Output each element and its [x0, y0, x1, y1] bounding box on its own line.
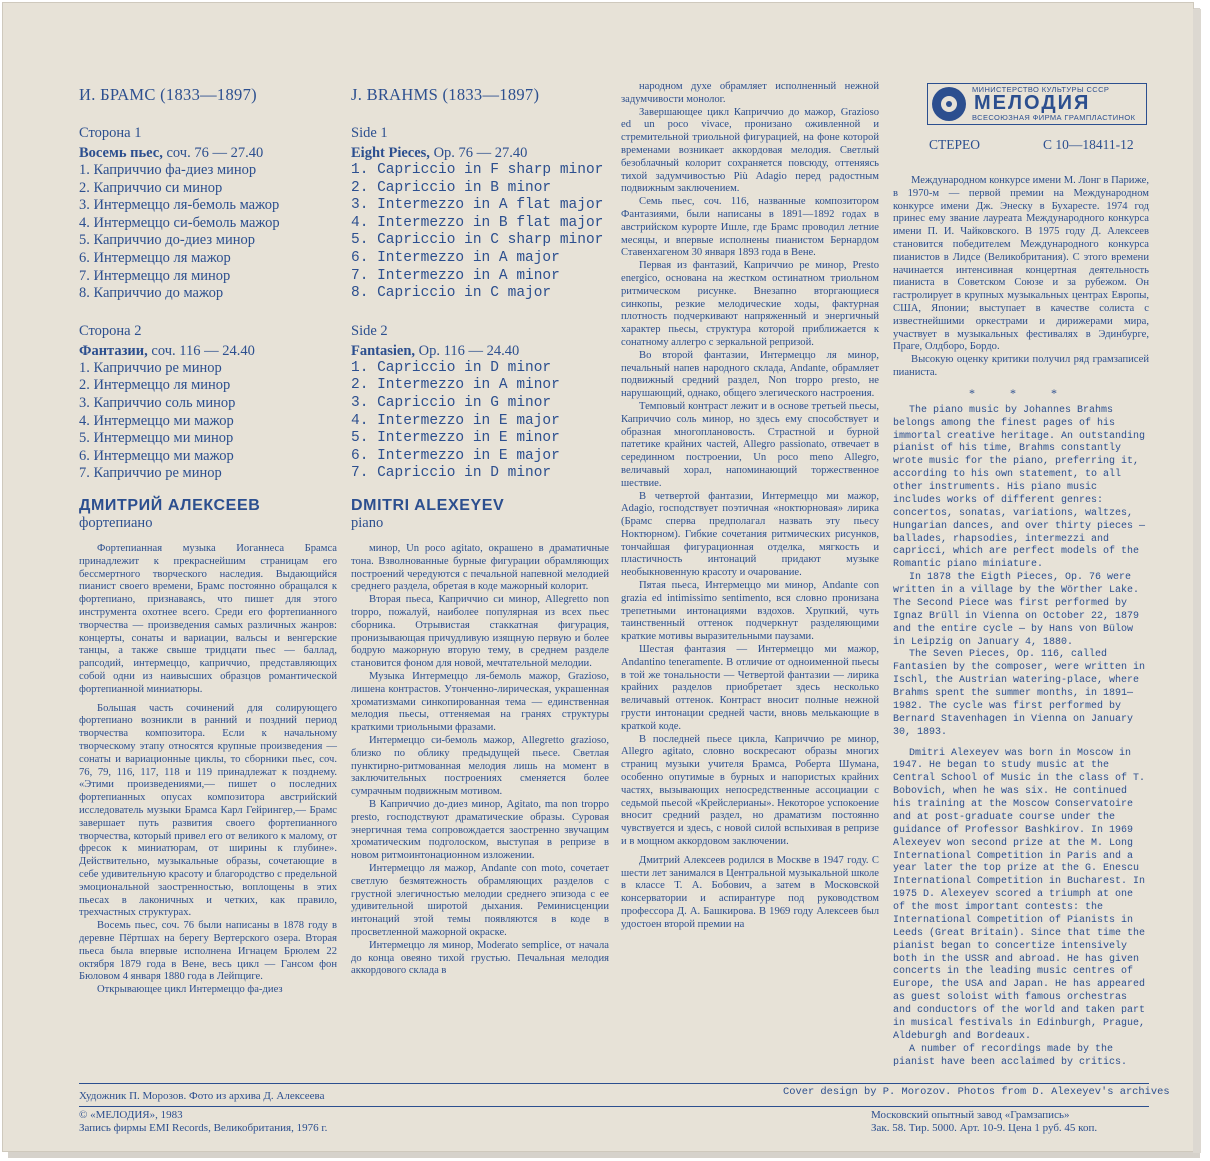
- text-paragraph: В последней пьесе цикла, Каприччио ре минор, Allegro agitato, словно воскресают образы многих страниц музыки учителя Брамса, Роберта Шумана, особенно опутимые в бурных и напористых крайних частях, вызывающих непосредственные ассоциации с седьмой пьесой «Крейслерианы». Некоторое успокоение вносит средний раздел, но драматизм постоянно чувствуется и здесь, с новой силой вспыхивая в репризе и в мощном аккордовом заключении.: [621, 733, 879, 848]
- ru-notes-column-3: [621, 81, 879, 932]
- text-paragraph: Интермеццо ля минор, Moderato semplice, от начала до конца овеяно тихой грустью. Печальная мелодия аккордового склада в: [351, 939, 609, 977]
- text-paragraph: In 1878 the Eigth Pieces, Op. 76 were written in a village by the Wörther Lake. The Second Piece was first performed by Ignaz Brüll in Vienna on October 22, 1879 and the entire cycle — by Hans von Bülow in Leipzig on January 4, 1880.: [893, 572, 1140, 648]
- en-instrument: piano: [351, 514, 384, 531]
- ru-work2-title: [79, 343, 339, 360]
- track-item: 7. Каприччио ре минор: [79, 465, 222, 482]
- ru-work2-rest: соч. 116 — 24.40: [147, 342, 255, 359]
- en-heading: J. BRAHMS (1833—1897): [351, 85, 540, 104]
- text-paragraph: Дмитрий Алексеев родился в Москве в 1947 году. С шести лет занимался в Центральной музыкальной школе в классе Т. А. Бобович, а затем в Московской консерватории и аспирантуре под руководством профессора Д. А. Башкирова. В 1969 году Алексеев был удостоен второй премии на: [621, 854, 879, 930]
- order-info: Зак. 58. Тир. 5000. Арт. 10-9. Цена 1 руб. 45 коп.: [871, 1122, 1098, 1134]
- en-work2-title: [351, 343, 611, 360]
- ru-notes-column-2: [351, 543, 609, 978]
- text-paragraph: Dmitri Alexeyev was born in Moscow in 1947. He began to study music at the Central School of Music in the class of T. Bobovich, when he was six. He continued his training at the Moscow Conservatoire and at post-graduate course under the guidance of Professor Bashkirov. In 1969 Alexeyev won second prize at the M. Long International Competition in Paris and a year later the top prize at the G. Enescu International Competition in Bucharest. In 1975 D. Alexeyev scored a triumph at one of the most important contests: the International Competition of Pianists in Leeds (Great Britain). Since that time the pianist began to concertize intensively both in the USSR and abroad. He has given concerts in the leading music centres of Europe, the USA and Japan. He has appeared as guest soloist with famous orchestras and conductors of the world and taken part in musical festivals in Edinburgh, Prague, Aldeburgh and Bordeaux.: [893, 747, 1146, 1042]
- text-paragraph: The Seven Pieces, Op. 116, called Fantasien by the composer, were written in Ischl, the Austrian watering-place, where Brahms spent the summer months, in 1891—1982. The cycle was first performed by Bernard Stavenhagen in Vienna on January 30, 1893.: [893, 649, 1146, 738]
- en-work1-rest: Op. 76 — 27.40: [429, 145, 528, 161]
- track-item: 7. Интермеццо ля минор: [79, 267, 231, 284]
- ru-notes-column-1: [79, 543, 337, 997]
- track-item: 7. Intermezzo in A minor: [351, 267, 560, 284]
- track-item: 3. Каприччио соль минор: [79, 394, 236, 411]
- ru-side1-tracks: [79, 162, 339, 303]
- track-item: 4. Intermezzo in B flat major: [351, 214, 604, 231]
- track-item: 4. Intermezzo in E major: [351, 412, 560, 429]
- track-item: 2. Интермеццо ля минор: [79, 377, 231, 394]
- en-side1-title: Side 1: [351, 125, 388, 141]
- text-paragraph: Семь пьес, соч. 116, названные композитором Фантазиями, были написаны в 1891—1892 годах в австрийском курорте Ишле, где Брамс проводил летние месяцы, и впервые исполнены пианистом Бернардом Ставенхагеном 30 января 1893 года в Вене.: [621, 196, 879, 259]
- ru-work1-rest: соч. 76 — 27.40: [162, 145, 264, 161]
- record-sleeve-back: [2, 2, 1194, 1152]
- melodiya-logo: [927, 83, 1147, 125]
- stereo-label: СТЕРЕО: [929, 137, 981, 152]
- recording-credit: Запись фирмы EMI Records, Великобритания, 1976 г.: [79, 1122, 328, 1134]
- section-divider: * * *: [969, 385, 1073, 400]
- track-item: 2. Capriccio in B minor: [351, 179, 552, 196]
- track-item: 1. Каприччио фа-диез минор: [79, 162, 257, 178]
- notes-column-4: [893, 175, 1149, 1069]
- text-paragraph: Интермеццо ля мажор, Andante con moto, сочетает светлую безмятежность обрамляющих разделов с грустной элегичностью мелодии среднего эпизода с ее удивительной широтой дыхания. Реминисценции интонаций этой темы появляются в коде в просветленной мажорной окраске.: [351, 862, 609, 938]
- track-item: 3. Capriccio in G minor: [351, 394, 552, 411]
- record-disc-icon: [932, 87, 966, 121]
- en-performer: DMITRI ALEXEYEV: [351, 496, 505, 514]
- track-item: 5. Capriccio in C sharp minor: [351, 232, 604, 249]
- track-item: 5. Intermezzo in E minor: [351, 430, 560, 447]
- text-paragraph: Во второй фантазии, Интермеццо ля минор, печальный напев народного склада, Andante, обрамляет подвижный средний раздел, Non troppo presto, не нарушающий, однако, общего элегического настроения.: [621, 349, 879, 400]
- text-paragraph: Темповый контраст лежит и в основе третьей пьесы, Каприччио соль минор, но здесь ему способствует и образная многоплановость. Страстной и бурной патетике крайних частей, Allegro passionato, отвечает в серединном построении, Un poco meno Allegro, величавый хорал, напоминающий торжественное шествие.: [621, 400, 879, 489]
- text-paragraph: The piano music by Johannes Brahms belongs among the finest pages of his immortal creative heritage. An outstanding pianist of his time, Brahms constantly wrote music for the piano, preferring it, according to his own statement, to all other instruments. His piano music includes works of different genres: concertos, sonatas, variations, waltzes, Hungarian dances, and over thirty pieces — ballades, rhapsodies, intermezzi and capricci, which are perfect models of the Romantic piano miniature.: [893, 404, 1146, 571]
- text-paragraph: Музыка Интермеццо ля-бемоль мажор, Grazioso, лишена контрастов. Утонченно-лирическая, украшенная хроматизмами синкопированная тема — единственная мелодия пьесы, оттеняемая на гранях структуры краткими триольными фразами.: [351, 670, 609, 734]
- text-paragraph: Открывающее цикл Интермеццо фа-диез: [97, 984, 283, 996]
- text-paragraph: В Каприччио до-диез минор, Agitato, ma non troppo presto, господствуют драматические образы. Суровая энергичная тема сопровождается заостренно звучащим хроматическим подголоском, выступая в репризе в новом ритмоинтонационном изложении.: [351, 798, 609, 862]
- track-item: 7. Capriccio in D minor: [351, 465, 552, 482]
- text-paragraph: Фортепианная музыка Иоганнеса Брамса принадлежит к прекраснейшим страницам его бессмертного творческого наследия. Выдающийся пианист своего времени, Брамс постоянно обращался к фортепиано, признаваясь, что пишет для этого инструмента охотнее всего. Среди его фортепианного творчества — произведения самых различных жанров: концерты, сонаты и вариации, вальсы и венгерские танцы, а также свыше тридцати пьес — баллад, рапсодий, интермеццо, каприччио, представляющих собой одни из наивысших образцов романтической фортепианной миниатюры.: [79, 543, 337, 695]
- track-item: 5. Интермеццо ми минор: [79, 430, 234, 447]
- track-item: 1. Каприччио ре минор: [79, 359, 222, 376]
- ru-work1-name: Восемь пьес,: [79, 145, 163, 161]
- track-item: 6. Intermezzo in E major: [351, 447, 560, 464]
- track-item: 6. Интермеццо ми мажор: [79, 447, 234, 464]
- en-notes: [893, 405, 1149, 1070]
- catalog-number: С 10—18411-12: [1043, 137, 1134, 152]
- en-side2-tracks: [351, 360, 611, 483]
- track-item: 4. Интермеццо си-бемоль мажор: [79, 214, 280, 231]
- en-side2-title: Side 2: [351, 322, 388, 339]
- ru-side2-tracks: [79, 360, 339, 483]
- text-paragraph: минор, Un poco agitato, окрашено в драматичные тона. Взволнованные бурные фигурации обрамляющих построений чередуются с печальной напевной мелодией среднего раздела, обретая в коде мажорный колорит.: [351, 543, 609, 593]
- footer-rule-bottom: [79, 1106, 1149, 1107]
- text-paragraph: Пятая пьеса, Интермеццо ми минор, Andante con grazia ed intimissimo sentimento, вся словно пронизана трепетными интонациями вздохов. Хрупкий, чуть таинственный оттенок подчеркнут разделяющими краткие мотивы выразительными паузами.: [621, 580, 879, 643]
- text-paragraph: В четвертой фантазии, Интермеццо ми мажор, Adagio, господствует поэтичная «ноктюрновая» лирика (Брамс сперва предполагал назвать эту пьесу Ноктюрном). Гибкие сочетания ритмических рисунков, тончайшая фигурационная отделка, мягкость и пластичность интонаций придают музыке необыкновенную красоту и очарование.: [621, 490, 879, 579]
- ru-instrument: фортепиано: [79, 514, 153, 531]
- factory-credit: Московский опытный завод «Грамзапись»: [871, 1109, 1070, 1121]
- logo-company: ВСЕСОЮЗНАЯ ФИРМА ГРАМПЛАСТИНОК: [972, 113, 1136, 122]
- text-paragraph: Завершающее цикл Каприччио до мажор, Grazioso ed un poco vivace, пронизано оживленной и стремительной триольной фигурацией, на фоне которой временами возникает аккордовая мелодия. Светлый безоблачный колорит сохраняется повсюду, оттеняясь тихой задумчивостью Più Adagio перед радостным подвижным заключением.: [621, 106, 879, 195]
- ru-side2-title: Сторона 2: [79, 322, 142, 339]
- track-item: 2. Intermezzo in A minor: [351, 377, 560, 394]
- text-paragraph: Вторая пьеса, Каприччио си минор, Allegretto non troppo, пожалуй, наиболее популярная из всех пьес сборника. Отрывистая стаккатная фигурация, пронизывающая причудливую изящную первую и более бодрую мажорную вторую тему, в среднем разделе становится фоном для новой, мечтательной мелодии.: [351, 594, 609, 670]
- track-item: 6. Intermezzo in A major: [351, 249, 560, 266]
- credit-en: Cover design by P. Morozov. Photos from D. Alexeyev's archives: [783, 1086, 1170, 1098]
- track-item: 8. Capriccio in C major: [351, 285, 552, 302]
- text-paragraph: A number of recordings made by the pianist have been acclaimed by critics.: [893, 1043, 1128, 1068]
- logo-ministry: МИНИСТЕРСТВО КУЛЬТУРЫ СССР: [972, 85, 1110, 94]
- track-item: 6. Интермеццо ля мажор: [79, 249, 231, 266]
- text-paragraph: Первая из фантазий, Каприччио ре минор, Presto energico, основана на жестком остинатном триольном ритмическом рисунке. Внезапно вторгающиеся синкопы, резкие мелодические ходы, фактурная плотность подчеркивают напряженный и энергичный характер пьесы, структура которой приближается к сонатному аллегро с зеркальной репризой.: [621, 260, 879, 348]
- text-paragraph: Высокую оценку критики получил ряд грамзаписей пианиста.: [893, 354, 1149, 378]
- track-item: 4. Интермеццо ми мажор: [79, 412, 234, 429]
- text-paragraph: Восемь пьес, соч. 76 были написаны в 1878 году в деревне Пёртшах на берегу Вертерского озера. Вторая пьеса была впервые исполнена Игнацем Брюлем 22 октября 1879 года в Вене, весь цикл — Гансом фон Бюловом 4 января 1880 года в Лейпциге.: [79, 920, 337, 983]
- ru-side1-title: Сторона 1: [79, 125, 142, 141]
- track-item: 1. Capriccio in D minor: [351, 359, 552, 376]
- footer-rule-top: [79, 1083, 1149, 1084]
- text-paragraph: Международном конкурсе имени М. Лонг в Париже, в 1970-м — первой премии на Международном конкурсе имени Дж. Энеску в Бухаресте. 1974 год принес ему звание лауреата Международного конкурса имени П. И. Чайковского. В 1975 году Д. Алексеев становится победителем Международного конкурса пианистов в Лидсе (Великобритания). С этого времени начинается интенсивная концертная деятельность пианиста в Советском Союзе и за рубежом. Он гастролирует в крупных музыкальных центрах Европы, США, Японии; выступает в качестве солиста с известнейшими оркестрами и дирижерами мира, участвует в музыкальных фестивалях в Эдинбурге, Праге, Олдборо, Бордо.: [893, 175, 1149, 353]
- credit-ru: Художник П. Морозов. Фото из архива Д. Алексеева: [79, 1090, 325, 1102]
- track-item: 5. Каприччио до-диез минор: [79, 232, 255, 249]
- track-item: 3. Интермеццо ля-бемоль мажор: [79, 197, 280, 214]
- text-paragraph: Большая часть сочинений для солирующего фортепиано возникли в ранний и поздний период творчества композитора. Если к начальному творческому этапу относятся крупные произведения — сонаты и вариационные циклы, то сборники пьес, соч. 76, 79, 116, 117, 118 и 119 принадлежат к позднему. «Этими произведениями,— пишет о последних фортепианных опусах композитора австрийский исследователь музыки Брамса Карл Гейрингер,— Брамс завершает путь развития своего фортепианного творчества, который привел его от великого к малому, от фресок к миниатюрам, от ширины к глубине». Действительно, музыкальные образы, сочетающие в себе удивительную красоту и благородство с предельной эмоциональной заостренностью, воплощены в этих пьесах в лаконичных и четких, как правило, трехчастных структурах.: [79, 702, 337, 919]
- ru-heading: И. БРАМС (1833—1897): [79, 85, 257, 104]
- track-item: 1. Capriccio in F sharp minor: [351, 162, 604, 178]
- en-side1-tracks: [351, 162, 611, 303]
- ru-tracklist: [79, 85, 339, 532]
- ru-performer: ДМИТРИЙ АЛЕКСЕЕВ: [79, 496, 261, 514]
- en-work2-name: Fantasien,: [351, 342, 416, 359]
- en-tracklist: [351, 85, 611, 532]
- text-paragraph: Шестая фантазия — Интермеццо ми мажор, Andantino teneramente. В отличие от одноименной пьесы в той же тональности — Четвертой фантазии — лирика крайних разделов приобретает здесь несколько величавый оттенок. Контраст вносит полные нежной грусти интонации средней части, вновь мелькающие в краткой коде.: [621, 644, 879, 732]
- ru-notes-column-4: [893, 175, 1149, 380]
- track-item: 8. Каприччио до мажор: [79, 285, 224, 302]
- en-work2-rest: Op. 116 — 24.40: [415, 342, 520, 359]
- text-paragraph: Интермеццо си-бемоль мажор, Allegretto grazioso, близко по облику предыдущей пьесе. Светлая пунктирно-ритмованная мелодия лишь на момент в заключительных построениях сменяется более сумрачным подвижным мотивом.: [351, 734, 609, 798]
- ru-work2-name: Фантазии,: [79, 342, 148, 359]
- en-work1-title: [351, 145, 611, 162]
- track-item: 2. Каприччио си минор: [79, 179, 223, 196]
- ru-work1-title: [79, 145, 339, 162]
- copyright: © «МЕЛОДИЯ», 1983: [79, 1109, 183, 1121]
- en-work1-name: Eight Pieces,: [351, 145, 430, 161]
- track-item: 3. Intermezzo in A flat major: [351, 197, 604, 214]
- logo-brand: МЕЛОДИЯ: [974, 92, 1091, 114]
- text-paragraph: народном духе обрамляет исполненный нежной задумчивости монолог.: [621, 81, 879, 105]
